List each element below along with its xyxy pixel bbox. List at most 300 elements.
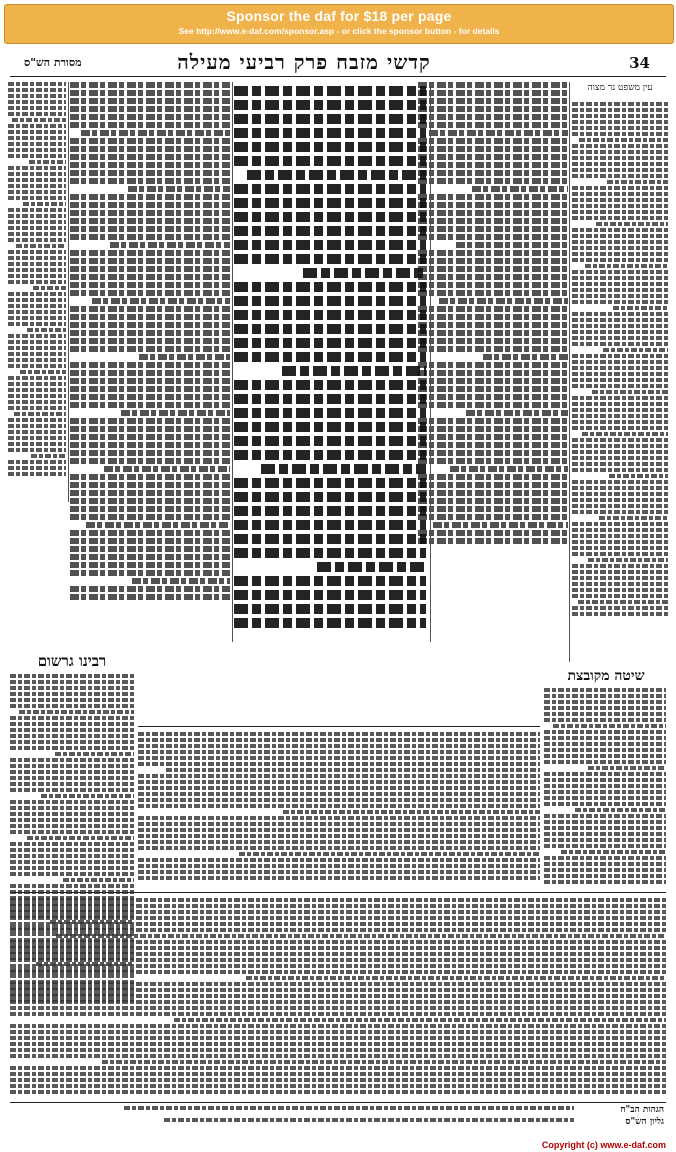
text-line bbox=[572, 408, 668, 412]
text-line bbox=[138, 762, 540, 766]
text-line bbox=[572, 402, 668, 406]
text-line bbox=[10, 830, 134, 834]
text-line bbox=[418, 274, 568, 280]
talmud-page bbox=[4, 46, 672, 1136]
text-line bbox=[138, 816, 540, 820]
text-line bbox=[8, 232, 66, 236]
text-line bbox=[234, 604, 426, 614]
text-line bbox=[572, 360, 668, 364]
text-line bbox=[33, 286, 66, 290]
text-line bbox=[70, 586, 230, 592]
text-line bbox=[8, 340, 66, 344]
text-line bbox=[8, 106, 66, 110]
text-line bbox=[572, 174, 668, 178]
text-line bbox=[8, 184, 66, 188]
text-line bbox=[572, 528, 668, 532]
text-line bbox=[70, 314, 230, 320]
text-line bbox=[450, 466, 569, 472]
text-line bbox=[70, 114, 230, 120]
text-line bbox=[70, 562, 230, 568]
hagahot-text bbox=[124, 1106, 574, 1116]
text-line bbox=[572, 114, 668, 118]
divider bbox=[68, 82, 69, 502]
text-line bbox=[572, 414, 668, 418]
text-line bbox=[303, 268, 426, 278]
text-line bbox=[10, 1024, 666, 1028]
text-line bbox=[70, 386, 230, 392]
text-line bbox=[418, 82, 568, 88]
divider bbox=[430, 82, 431, 642]
text-line bbox=[572, 534, 668, 538]
text-line bbox=[70, 490, 230, 496]
text-line bbox=[10, 782, 134, 786]
text-line bbox=[234, 324, 426, 334]
text-line bbox=[418, 202, 568, 208]
text-line bbox=[234, 184, 426, 194]
text-line bbox=[418, 322, 568, 328]
page-number: 34 bbox=[629, 54, 650, 72]
text-line bbox=[572, 150, 668, 154]
text-line bbox=[572, 108, 668, 112]
text-line bbox=[8, 94, 66, 98]
text-line bbox=[234, 114, 426, 124]
text-line bbox=[102, 1060, 666, 1064]
text-line bbox=[572, 504, 668, 508]
text-line bbox=[8, 190, 66, 194]
text-line bbox=[10, 1048, 666, 1052]
text-line bbox=[418, 154, 568, 160]
text-line bbox=[16, 244, 66, 248]
text-line bbox=[70, 274, 230, 280]
text-line bbox=[418, 386, 568, 392]
text-line bbox=[70, 346, 230, 352]
text-line bbox=[10, 1000, 666, 1004]
text-line bbox=[70, 138, 230, 144]
text-line bbox=[138, 738, 540, 742]
text-line bbox=[544, 814, 666, 818]
text-line bbox=[572, 300, 668, 304]
text-line bbox=[234, 86, 426, 96]
text-line bbox=[86, 522, 230, 528]
text-line bbox=[234, 590, 426, 600]
bottom-rule bbox=[10, 892, 666, 893]
text-line bbox=[418, 90, 568, 96]
text-line bbox=[8, 430, 66, 434]
text-line bbox=[544, 712, 666, 716]
text-line bbox=[10, 928, 666, 932]
text-line bbox=[8, 358, 66, 362]
text-line bbox=[8, 166, 66, 170]
text-line bbox=[10, 764, 134, 768]
text-line bbox=[418, 210, 568, 216]
text-line bbox=[70, 450, 230, 456]
text-line bbox=[8, 208, 66, 212]
text-line bbox=[572, 120, 668, 124]
text-line bbox=[572, 204, 668, 208]
text-line bbox=[10, 1030, 666, 1034]
text-line bbox=[70, 306, 230, 312]
text-line bbox=[70, 194, 230, 200]
text-line bbox=[10, 818, 134, 822]
text-line bbox=[418, 234, 568, 240]
text-line bbox=[70, 234, 230, 240]
hagahot-label: הגהות הב"ח bbox=[620, 1105, 664, 1115]
text-line bbox=[572, 246, 668, 250]
text-line bbox=[70, 146, 230, 152]
text-line bbox=[164, 1118, 574, 1122]
text-line bbox=[138, 732, 540, 736]
text-line bbox=[234, 226, 426, 236]
text-line bbox=[544, 742, 666, 746]
text-line bbox=[10, 1012, 666, 1016]
text-line bbox=[10, 1072, 666, 1076]
text-line bbox=[138, 864, 540, 868]
text-line bbox=[544, 826, 666, 830]
text-line bbox=[70, 418, 230, 424]
text-line bbox=[70, 106, 230, 112]
text-line bbox=[10, 758, 134, 762]
text-line bbox=[8, 472, 66, 476]
text-line bbox=[8, 142, 66, 146]
text-line bbox=[572, 144, 668, 148]
text-line bbox=[8, 388, 66, 392]
text-line bbox=[418, 122, 568, 128]
text-line bbox=[8, 274, 66, 278]
text-line bbox=[544, 694, 666, 698]
text-line bbox=[70, 370, 230, 376]
text-line bbox=[31, 454, 66, 458]
text-line bbox=[572, 102, 668, 106]
text-line bbox=[110, 242, 230, 248]
text-line bbox=[10, 860, 134, 864]
text-line bbox=[439, 298, 568, 304]
text-line bbox=[70, 330, 230, 336]
text-line bbox=[575, 808, 667, 812]
text-line bbox=[418, 394, 568, 400]
text-line bbox=[8, 136, 66, 140]
text-line bbox=[70, 530, 230, 536]
text-line bbox=[572, 210, 668, 214]
text-line bbox=[8, 88, 66, 92]
text-line bbox=[138, 786, 540, 790]
text-line bbox=[572, 462, 668, 466]
text-line bbox=[572, 288, 668, 292]
gemara-text bbox=[234, 86, 426, 641]
text-line bbox=[8, 220, 66, 224]
text-line bbox=[70, 98, 230, 104]
text-line bbox=[8, 148, 66, 152]
text-line bbox=[572, 336, 668, 340]
text-line bbox=[8, 226, 66, 230]
text-line bbox=[572, 570, 668, 574]
text-line bbox=[70, 514, 230, 520]
text-line bbox=[10, 686, 134, 690]
text-line bbox=[483, 354, 569, 360]
text-line bbox=[70, 378, 230, 384]
text-line bbox=[70, 178, 230, 184]
text-line bbox=[572, 486, 668, 490]
text-line bbox=[418, 418, 568, 424]
text-line bbox=[572, 156, 668, 160]
text-line bbox=[418, 138, 568, 144]
text-line bbox=[544, 862, 666, 866]
text-line bbox=[572, 324, 668, 328]
text-line bbox=[544, 832, 666, 836]
text-line bbox=[70, 210, 230, 216]
text-line bbox=[418, 474, 568, 480]
text-line bbox=[418, 306, 568, 312]
text-line bbox=[544, 838, 666, 842]
text-line bbox=[20, 370, 66, 374]
text-line bbox=[10, 946, 666, 950]
text-line bbox=[234, 338, 426, 348]
text-line bbox=[138, 750, 540, 754]
text-line bbox=[8, 394, 66, 398]
text-line bbox=[572, 546, 668, 550]
text-line bbox=[572, 540, 668, 544]
text-line bbox=[572, 468, 668, 472]
text-line bbox=[544, 796, 666, 800]
text-line bbox=[572, 378, 668, 382]
text-line bbox=[418, 218, 568, 224]
text-line bbox=[128, 186, 230, 192]
text-line bbox=[418, 482, 568, 488]
text-line bbox=[70, 546, 230, 552]
text-line bbox=[418, 362, 568, 368]
text-line bbox=[418, 266, 568, 272]
text-line bbox=[138, 774, 540, 778]
text-line bbox=[572, 480, 668, 484]
text-line bbox=[8, 346, 66, 350]
text-line bbox=[578, 600, 668, 604]
text-line bbox=[41, 794, 134, 798]
text-line bbox=[138, 858, 540, 862]
text-line bbox=[70, 202, 230, 208]
text-line bbox=[544, 748, 666, 752]
text-line bbox=[433, 522, 568, 528]
text-line bbox=[246, 976, 666, 980]
text-line bbox=[544, 718, 666, 722]
text-line bbox=[544, 874, 666, 878]
text-line bbox=[70, 154, 230, 160]
text-line bbox=[234, 520, 426, 530]
text-line bbox=[10, 722, 134, 726]
text-line bbox=[572, 444, 668, 448]
text-line bbox=[121, 410, 230, 416]
text-line bbox=[8, 448, 66, 452]
text-line bbox=[418, 338, 568, 344]
text-line bbox=[27, 328, 66, 332]
text-line bbox=[8, 214, 66, 218]
sponsor-banner[interactable] bbox=[4, 4, 674, 44]
hagahot-rule bbox=[10, 1102, 666, 1103]
text-line bbox=[19, 710, 134, 714]
text-line bbox=[418, 250, 568, 256]
text-line bbox=[70, 570, 230, 576]
text-line bbox=[572, 192, 668, 196]
ein-mishpat-label: עין משפט נר מצוה bbox=[587, 83, 653, 93]
text-line bbox=[10, 1078, 666, 1082]
text-line bbox=[138, 780, 540, 784]
text-line bbox=[8, 112, 66, 116]
text-line bbox=[10, 674, 134, 678]
text-line bbox=[10, 1036, 666, 1040]
text-line bbox=[418, 258, 568, 264]
text-line bbox=[8, 298, 66, 302]
text-line bbox=[10, 680, 134, 684]
text-line bbox=[10, 872, 134, 876]
text-line bbox=[138, 744, 540, 748]
text-line bbox=[10, 884, 134, 888]
text-line bbox=[10, 716, 134, 720]
text-line bbox=[234, 100, 426, 110]
text-line bbox=[418, 226, 568, 232]
text-line bbox=[599, 516, 668, 520]
text-line bbox=[544, 754, 666, 758]
text-line bbox=[572, 564, 668, 568]
text-line bbox=[10, 854, 134, 858]
text-line bbox=[139, 354, 230, 360]
text-line bbox=[572, 372, 668, 376]
text-line bbox=[579, 138, 668, 142]
text-line bbox=[70, 442, 230, 448]
text-line bbox=[429, 130, 569, 136]
text-line bbox=[572, 420, 668, 424]
text-line bbox=[10, 1066, 666, 1070]
text-line bbox=[8, 436, 66, 440]
text-line bbox=[70, 226, 230, 232]
text-line bbox=[572, 318, 668, 322]
text-line bbox=[14, 412, 66, 416]
text-line bbox=[70, 170, 230, 176]
text-line bbox=[418, 98, 568, 104]
text-line bbox=[572, 198, 668, 202]
text-line bbox=[138, 798, 540, 802]
text-line bbox=[544, 730, 666, 734]
text-line bbox=[8, 460, 66, 464]
text-line bbox=[138, 756, 540, 760]
text-line bbox=[572, 342, 668, 346]
text-line bbox=[10, 788, 134, 792]
text-line bbox=[132, 578, 230, 584]
text-line bbox=[234, 198, 426, 208]
text-line bbox=[572, 456, 668, 460]
text-line bbox=[553, 724, 666, 728]
text-line bbox=[234, 534, 426, 544]
text-line bbox=[544, 700, 666, 704]
text-line bbox=[418, 378, 568, 384]
text-line bbox=[55, 752, 134, 756]
text-line bbox=[418, 314, 568, 320]
text-line bbox=[572, 576, 668, 580]
text-line bbox=[588, 766, 666, 770]
text-line bbox=[8, 172, 66, 176]
text-line bbox=[10, 910, 666, 914]
ein-mishpat-column bbox=[572, 102, 668, 622]
text-line bbox=[234, 492, 426, 502]
text-line bbox=[8, 400, 66, 404]
text-line bbox=[8, 130, 66, 134]
header-rule bbox=[10, 76, 666, 77]
text-line bbox=[572, 498, 668, 502]
text-line bbox=[10, 812, 134, 816]
text-line bbox=[544, 880, 666, 884]
text-line bbox=[418, 514, 568, 520]
text-line bbox=[70, 394, 230, 400]
text-line bbox=[418, 490, 568, 496]
sponsor-subtitle[interactable]: See http://www.e-daf.com/sponsor.asp - or click the sponsor button - for details bbox=[178, 26, 500, 36]
text-line bbox=[418, 162, 568, 168]
text-line bbox=[10, 1006, 666, 1010]
text-line bbox=[10, 746, 134, 750]
text-line bbox=[418, 450, 568, 456]
text-line bbox=[572, 366, 668, 370]
text-line bbox=[572, 252, 668, 256]
text-line bbox=[8, 154, 66, 158]
text-line bbox=[234, 352, 426, 362]
text-line bbox=[456, 242, 569, 248]
text-line bbox=[166, 768, 540, 772]
text-line bbox=[596, 222, 668, 226]
text-line bbox=[63, 878, 134, 882]
text-line bbox=[70, 554, 230, 560]
text-line bbox=[10, 740, 134, 744]
text-line bbox=[70, 594, 230, 600]
text-line bbox=[8, 322, 66, 326]
text-line bbox=[8, 178, 66, 182]
text-line bbox=[8, 304, 66, 308]
text-line bbox=[70, 426, 230, 432]
text-line bbox=[8, 238, 66, 242]
text-line bbox=[10, 770, 134, 774]
text-line bbox=[234, 240, 426, 250]
text-line bbox=[138, 870, 540, 874]
text-line bbox=[418, 290, 568, 296]
text-line bbox=[70, 458, 230, 464]
text-line bbox=[466, 410, 568, 416]
text-line bbox=[234, 478, 426, 488]
text-line bbox=[572, 126, 668, 130]
text-line bbox=[29, 160, 66, 164]
text-line bbox=[607, 180, 668, 184]
text-line bbox=[418, 370, 568, 376]
text-line bbox=[8, 424, 66, 428]
masoret-hashas-label: מסורת הש"ס bbox=[24, 56, 82, 69]
text-line bbox=[544, 784, 666, 788]
text-line bbox=[418, 458, 568, 464]
text-line bbox=[8, 442, 66, 446]
text-line bbox=[10, 866, 134, 870]
text-line bbox=[138, 804, 540, 808]
text-line bbox=[8, 364, 66, 368]
text-line bbox=[418, 330, 568, 336]
text-line bbox=[70, 162, 230, 168]
text-line bbox=[283, 810, 540, 814]
text-line bbox=[234, 142, 426, 152]
text-line bbox=[261, 464, 426, 474]
text-line bbox=[418, 114, 568, 120]
text-line bbox=[572, 168, 668, 172]
text-line bbox=[582, 432, 668, 436]
text-line bbox=[572, 282, 668, 286]
text-line bbox=[70, 338, 230, 344]
text-line bbox=[239, 852, 541, 856]
text-line bbox=[8, 82, 66, 86]
text-line bbox=[70, 290, 230, 296]
text-line bbox=[418, 282, 568, 288]
text-line bbox=[10, 692, 134, 696]
text-line bbox=[10, 842, 134, 846]
